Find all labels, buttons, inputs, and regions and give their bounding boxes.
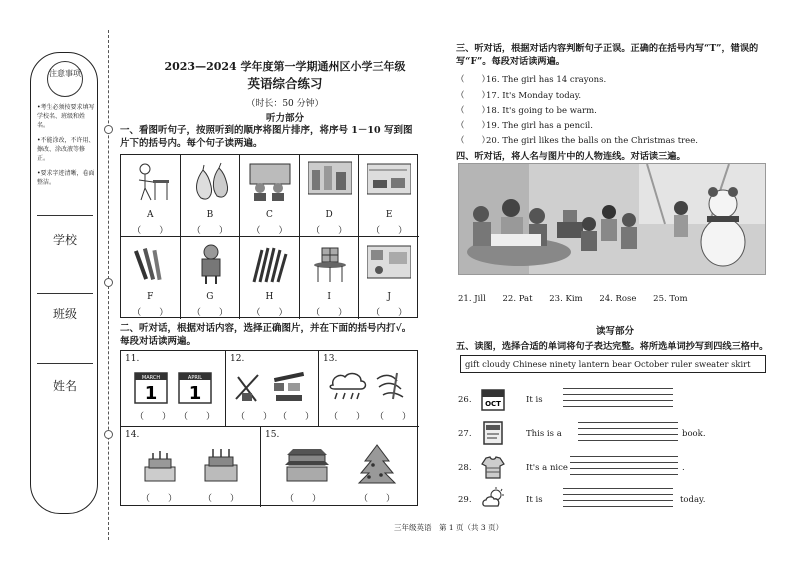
answer-blank[interactable]: （ ） <box>456 121 491 131</box>
classroom-picture <box>248 160 292 204</box>
picture-label: J <box>387 292 391 302</box>
picture-cell-c <box>240 155 300 237</box>
picture-cell-j <box>359 237 419 319</box>
answer-blank[interactable]: （ ） <box>375 412 412 422</box>
answer-blank[interactable]: （ ） <box>191 226 228 236</box>
divider <box>37 215 93 216</box>
statement-text: 20. The girl likes the balls on the Christmas tree. <box>486 136 698 146</box>
sentence-end: today. <box>680 495 706 505</box>
name-pat: 22. Pat <box>502 294 533 304</box>
name-label: 姓名 <box>52 379 77 393</box>
part4-instruction: 四、听对话，将人名与图片中的人物连线。对话读三遍。 <box>456 151 686 162</box>
duration: （时长：50 分钟） <box>246 99 324 109</box>
picture-cell-e <box>359 155 419 237</box>
picture-label: H <box>265 292 274 302</box>
divider <box>37 293 93 294</box>
binding-hole <box>104 125 113 134</box>
exam-subtitle: 英语综合练习 <box>247 76 323 91</box>
statement-text: 16. The girl has 14 crayons. <box>486 75 607 85</box>
question-number: 28. <box>458 463 472 473</box>
picture-cell-i <box>300 237 360 319</box>
question-number: 29. <box>458 495 472 505</box>
statement-19 <box>456 119 593 131</box>
grandma-picture <box>189 242 233 286</box>
calendar-month-march: MARCH <box>141 375 161 381</box>
answer-blank[interactable]: （ ） <box>456 136 491 146</box>
question-number: 27. <box>458 429 472 439</box>
answer-blank[interactable]: （ ） <box>285 494 322 504</box>
answer-blank[interactable]: （ ） <box>359 494 396 504</box>
answer-blank[interactable]: （ ） <box>132 308 169 318</box>
binding-hole <box>104 430 113 439</box>
gloves-picture <box>248 242 292 286</box>
notice-item: •要求字迹清晰，卷面整洁。 <box>37 170 95 186</box>
answer-blank[interactable]: （ ） <box>371 308 408 318</box>
picture-label: E <box>385 210 393 220</box>
class-label: 班级 <box>52 307 77 321</box>
playground-picture <box>367 242 411 286</box>
calendar-oct-text: OCT <box>485 400 501 408</box>
name-tom: 25. Tom <box>653 294 688 304</box>
statement-text: 17. It's Monday today. <box>486 91 582 101</box>
answer-blank[interactable]: （ ） <box>278 412 315 422</box>
writing-lines[interactable] <box>570 456 678 478</box>
answer-blank[interactable]: （ ） <box>456 106 491 116</box>
part3-instruction: 三、听对话，根据对话内容判断句子正误。正确的在括号内写“T”，错误的写“F”。每段对话读两遍。 <box>456 43 759 67</box>
part5-instruction: 五、读图，选择合适的单词将句子表达完整。将所选单词抄写到四线三格中。 <box>456 341 769 352</box>
school-label: 学校 <box>52 233 77 247</box>
picture-cell-a <box>121 155 181 237</box>
question-number: 15. <box>265 430 280 440</box>
statement-17 <box>456 89 581 101</box>
picture-cell-h <box>240 237 300 319</box>
question-number: 26. <box>458 395 472 405</box>
part2-instruction: 二、听对话，根据对话内容，选择正确图片，并在下面的括号内打√。每段对话读两遍。 <box>120 323 412 347</box>
answer-blank[interactable]: （ ） <box>132 226 169 236</box>
picture-label: I <box>327 292 331 302</box>
notice-item: •考生必须按要求填写学校名、班级和姓名。 <box>37 104 95 129</box>
answer-blank[interactable]: （ ） <box>329 412 366 422</box>
statement-text: 19. The girl has a pencil. <box>486 121 593 131</box>
word-bank: gift cloudy Chinese ninety lantern bear October ruler sweater skirt <box>460 355 766 373</box>
character-names <box>458 294 702 304</box>
listening-section-title: 听力部分 <box>265 113 304 124</box>
question-14-cell <box>121 427 261 507</box>
question-number: 14. <box>125 430 140 440</box>
calendar-day: 1 <box>144 383 158 404</box>
calendar-october-icon <box>480 386 506 412</box>
book-icon <box>480 420 506 446</box>
question-26 <box>458 386 768 416</box>
statement-18 <box>456 104 597 116</box>
city-scene-picture <box>308 160 352 204</box>
answer-blank[interactable]: （ ） <box>179 412 216 422</box>
notice-title: 注意事项 <box>47 61 83 97</box>
picture-label: C <box>266 210 273 220</box>
answer-blank[interactable]: （ ） <box>456 75 491 85</box>
calendar-day: 1 <box>188 383 202 404</box>
name-jill: 21. Jill <box>458 294 486 304</box>
picture-label: D <box>325 210 333 220</box>
answer-blank[interactable]: （ ） <box>456 91 491 101</box>
writing-lines[interactable] <box>563 488 673 510</box>
question-number: 13. <box>323 354 338 364</box>
question-28 <box>458 454 768 484</box>
pears-picture <box>189 160 233 204</box>
birthday-cake-pictures <box>137 445 245 485</box>
reading-section-title: 读写部分 <box>595 326 634 337</box>
statement-text: 18. It's going to be warm. <box>486 106 597 116</box>
picture-label: G <box>206 292 214 302</box>
exam-title: 2023—2024 学年度第一学期通州区小学三年级 <box>164 60 406 73</box>
writing-lines[interactable] <box>563 388 673 410</box>
part1-instruction: 一、看图听句子，按照听到的顺序将图片排序，将序号 1－10 写到图片下的括号内。每个句子读两遍。 <box>120 125 413 149</box>
question-29 <box>458 486 768 516</box>
picture-cell-b <box>181 155 241 237</box>
question-number: 11. <box>125 354 140 364</box>
gift-table-picture <box>308 242 352 286</box>
answer-blank[interactable]: （ ） <box>135 412 172 422</box>
picture-cell-d <box>300 155 360 237</box>
page-footer: 三年级英语 第 1 页（共 3 页） <box>394 523 504 532</box>
picture-label: B <box>206 210 214 220</box>
notice-item: •不能涂改，不许用、擦改、涂改液等修正。 <box>37 137 95 162</box>
question-11-cell <box>121 351 226 427</box>
picture-cell-g <box>181 237 241 319</box>
binding-hole <box>104 278 113 287</box>
answer-blank[interactable]: （ ） <box>311 226 348 236</box>
party-scene-illustration <box>459 164 766 275</box>
notice-list <box>37 103 95 193</box>
answer-blank[interactable]: （ ） <box>251 226 288 236</box>
answer-blank[interactable]: （ ） <box>311 308 348 318</box>
statement-16 <box>456 73 606 85</box>
answer-blank[interactable]: （ ） <box>236 412 273 422</box>
name-kim: 23. Kim <box>549 294 583 304</box>
traffic-picture <box>367 160 411 204</box>
statement-20 <box>456 134 698 146</box>
sidebar <box>30 52 98 514</box>
party-scene-picture <box>458 163 766 275</box>
sentence-start: It's a nice <box>526 463 568 473</box>
question-13-cell <box>319 351 419 427</box>
sentence-end: . <box>682 463 685 473</box>
answer-blank[interactable]: （ ） <box>251 308 288 318</box>
sweater-icon <box>480 454 506 480</box>
divider <box>37 363 93 364</box>
crayons-picture <box>129 242 173 286</box>
question-12-cell <box>226 351 319 427</box>
question-number: 12. <box>230 354 245 364</box>
sentence-start: This is a <box>526 429 562 439</box>
cloudy-weather-icon <box>480 486 506 512</box>
name-rose: 24. Rose <box>599 294 637 304</box>
landmark-and-tree-pictures <box>281 441 401 487</box>
picture-label: A <box>147 210 154 220</box>
picture-label: F <box>147 292 154 302</box>
sentence-end: book. <box>682 429 706 439</box>
calendar-month-april: APRIL <box>187 375 203 381</box>
sentence-start: It is <box>526 395 543 405</box>
answer-blank[interactable]: （ ） <box>141 494 178 504</box>
stationery-pictures <box>232 369 312 405</box>
part2-picture-grid <box>120 350 418 506</box>
answer-blank[interactable]: （ ） <box>371 226 408 236</box>
part1-picture-grid <box>120 154 418 318</box>
weather-pictures <box>327 369 411 405</box>
writing-lines[interactable] <box>578 422 678 444</box>
picture-cell-f <box>121 237 181 319</box>
calendar-pictures <box>133 371 215 405</box>
question-27 <box>458 420 768 450</box>
answer-blank[interactable]: （ ） <box>191 308 228 318</box>
question-15-cell <box>261 427 419 507</box>
sentence-start: It is <box>526 495 543 505</box>
answer-blank[interactable]: （ ） <box>203 494 240 504</box>
student-at-desk-picture <box>129 160 173 204</box>
